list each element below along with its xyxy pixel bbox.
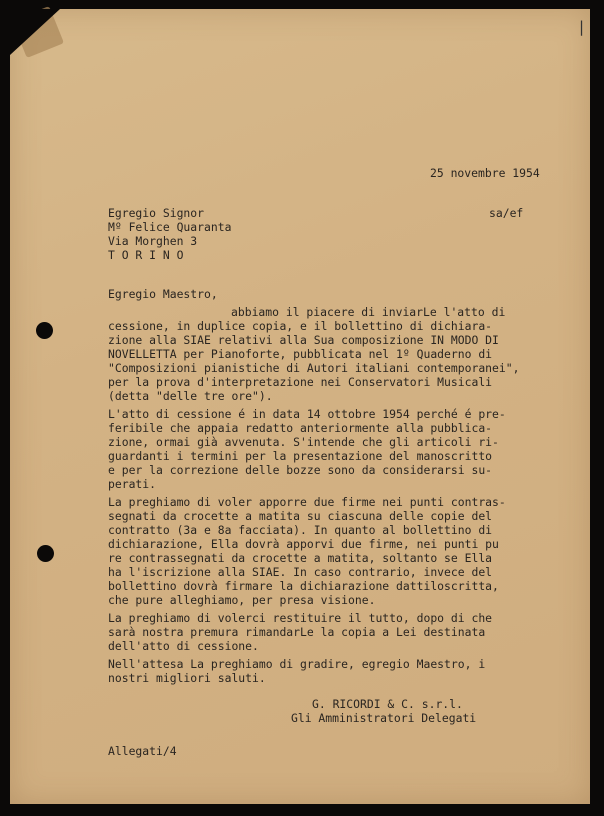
- body-line: segnati da crocette a matita su ciascuna delle copie del: [108, 509, 493, 523]
- body-line: guardanti i termini per la presentazione del manoscritto: [108, 449, 493, 463]
- body-line: dell'atto di cessione.: [108, 639, 259, 653]
- body-line: nostri migliori saluti.: [108, 671, 266, 685]
- body-line: dichiarazione, Ella dovrà apporvi due firme, nei punti pu: [108, 537, 499, 551]
- company-name: G. RICORDI & C. s.r.l.: [312, 697, 463, 711]
- body-line: cessione, in duplice copia, e il bollettino di dichiara-: [108, 319, 493, 333]
- body-line: e per la correzione delle bozze sono da considerarsi su-: [108, 463, 493, 477]
- body-line: L'atto di cessione é in data 14 ottobre 1954 perché é pre-: [108, 407, 506, 421]
- body-line: contratto (3a e 8a facciata). In quanto al bollettino di: [108, 523, 493, 537]
- body-line: feribile che appaia redatto anteriormente alla pubblica-: [108, 421, 493, 435]
- body-line: ha l'iscrizione alla SIAE. In caso contrario, invece del: [108, 565, 493, 579]
- salutation: Egregio Maestro,: [108, 287, 218, 301]
- body-line: La preghiamo di volerci restituire il tutto, dopo di che: [108, 611, 493, 625]
- punch-hole-top: [36, 322, 53, 339]
- body-line: sarà nostra premura rimandarLe la copia a Lei destinata: [108, 625, 486, 639]
- body-line: abbiamo il piacere di inviarLe l'atto di: [231, 305, 506, 319]
- body-line: zione, ormai già avvenuta. S'intende che gli articoli ri-: [108, 435, 499, 449]
- body-line: zione alla SIAE relativi alla Sua composizione IN MODO DI: [108, 333, 499, 347]
- body-line: re contrassegnati da crocette a matita, soltanto se Ella: [108, 551, 493, 565]
- body-line: (detta "delle tre ore").: [108, 389, 273, 403]
- punch-hole-bottom: [37, 545, 54, 562]
- body-line: che pure alleghiamo, per presa visione.: [108, 593, 376, 607]
- body-line: NOVELLETTA per Pianoforte, pubblicata nel 1º Quaderno di: [108, 347, 493, 361]
- body-line: per la prova d'interpretazione nei Conservatori Musicali: [108, 375, 493, 389]
- recipient-line: Mº Felice Quaranta: [108, 220, 232, 234]
- pencil-mark: |: [577, 18, 587, 36]
- signatory-title: Gli Amministratori Delegati: [291, 711, 477, 725]
- reference-code: sa/ef: [489, 206, 524, 220]
- body-line: perati.: [108, 477, 157, 491]
- body-line: Nell'attesa La preghiamo di gradire, egregio Maestro, i: [108, 657, 486, 671]
- folded-corner: [10, 9, 60, 55]
- enclosures-note: Allegati/4: [108, 744, 177, 758]
- body-line: "Composizioni pianistiche di Autori italiani contemporanei",: [108, 361, 520, 375]
- body-line: bollettino dovrà firmare la dichiarazione dattiloscritta,: [108, 579, 499, 593]
- recipient-line: Via Morghen 3: [108, 234, 198, 248]
- recipient-line: T O R I N O: [108, 248, 184, 262]
- recipient-line: Egregio Signor: [108, 206, 205, 220]
- body-line: La preghiamo di voler apporre due firme nei punti contras-: [108, 495, 506, 509]
- letter-date: 25 novembre 1954: [430, 166, 540, 180]
